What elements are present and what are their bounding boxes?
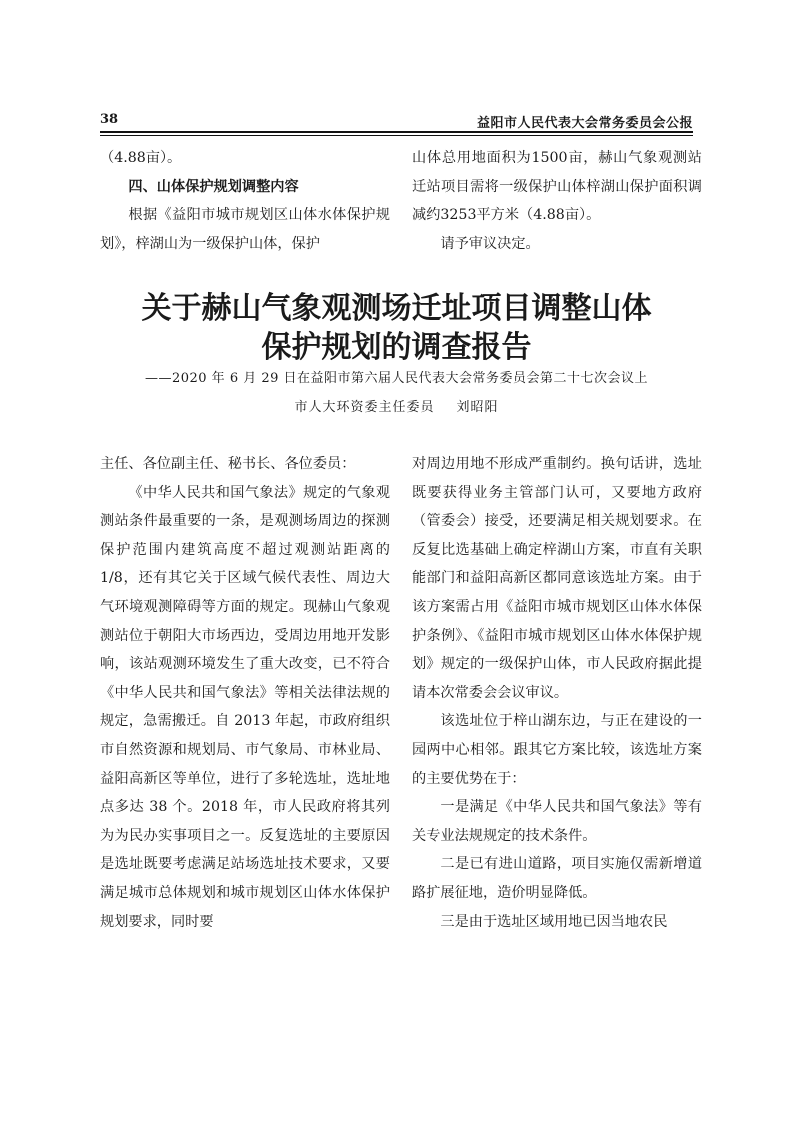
paragraph: 三是由于选址区域用地已因当地农民 [440,913,668,930]
header-rule-thin [100,135,693,136]
article-reporter [95,398,698,418]
paragraph: 二是已有进山道路，项目实施仅需新增道路扩展征地，造价明显降低。 [412,856,702,901]
salutation: 主任、各位副主任、秘书长、各位委员： [100,456,356,472]
body-left-column [100,450,390,936]
paragraph: 一是满足《中华人民共和国气象法》等有关专业法规规定的技术条件。 [412,799,702,844]
section-heading: 四、山体保护规划调整内容 [128,178,299,195]
closing-line: 请予审议决定。 [440,235,540,252]
paragraph: 对周边用地不形成严重制约。换句话讲，选址既要获得业务主管部门认可，又要地方政府（管委会）接受，还要满足相关规划要求。在反复比选基础上确定梓湖山方案，市直有关职能部门和益阳高新区都同意该选址方案。由于该方案需占用《益阳市城市规划区山体水体保护条例》、《益阳市城市规划区山体水体保护规划》规定的一级保护山体，市人民政府据此提请本次常委会会议审议。 [412,456,702,701]
paragraph: 《中华人民共和国气象法》规定的气象观测站条件最重要的一条，是观测场周边的探测保护范围内建筑高度不超过观测站距离的 1/8，还有其它关于区域气候代表性、周边大气环境观测障碍等方面的规定。现赫山气象观测站位于朝阳大市场西边，受周边用地开发影响，该站观测环境发生了重大改变，已不符合《中华人民共和国气象法》等相关法律法规的规定，急需搬迁。自 2013 年起，市政府组织市自然资源和规划局、市气象局、市林业局、益阳高新区等单位，进行了多轮选址，选址地点多达 38 个。2018 年，市人民政府将其列为为民办实事项目之一。反复选址的主要原因是选址既要考虑满足站场选址技术要求，又要满足城市总体规划和城市规划区山体水体保护规划要求，同时要 [100,484,390,930]
journal-title: 益阳市人民代表大会常务委员会公报 [476,116,693,131]
header-rule-thick [100,131,693,133]
reporter-role: 市人大环资委主任委员 [294,400,435,415]
article-occasion: ——2020 年 6 月 29 日在益阳市第六届人民代表大会常务委员会第二十七次会议上 [144,371,649,386]
previous-article-left-column [100,144,390,258]
title-line-2: 保护规划的调查报告 [261,330,532,365]
body-right-column [412,450,702,936]
paragraph: 山体总用地面积为1500亩，赫山气象观测站迁站项目需将一级保护山体梓湖山保护面积调减约3253平方米（4.88亩）。 [412,150,702,224]
reporter-name: 刘昭阳 [456,400,499,415]
paragraph: 根据《益阳市城市规划区山体水体保护规划》，梓湖山为一级保护山体，保护 [100,207,390,252]
carry-over-text: （4.88亩）。 [100,150,182,166]
page-number: 38 [100,112,119,127]
paragraph: 该选址位于梓山湖东边，与正在建设的一园两中心相邻。跟其它方案比较，该选址方案的主要优势在于： [412,713,702,787]
previous-article-right-column [412,144,702,258]
title-line-1: 关于赫山气象观测场迁址项目调整山体 [141,291,652,326]
page-header [100,108,693,132]
article-title [90,289,703,367]
